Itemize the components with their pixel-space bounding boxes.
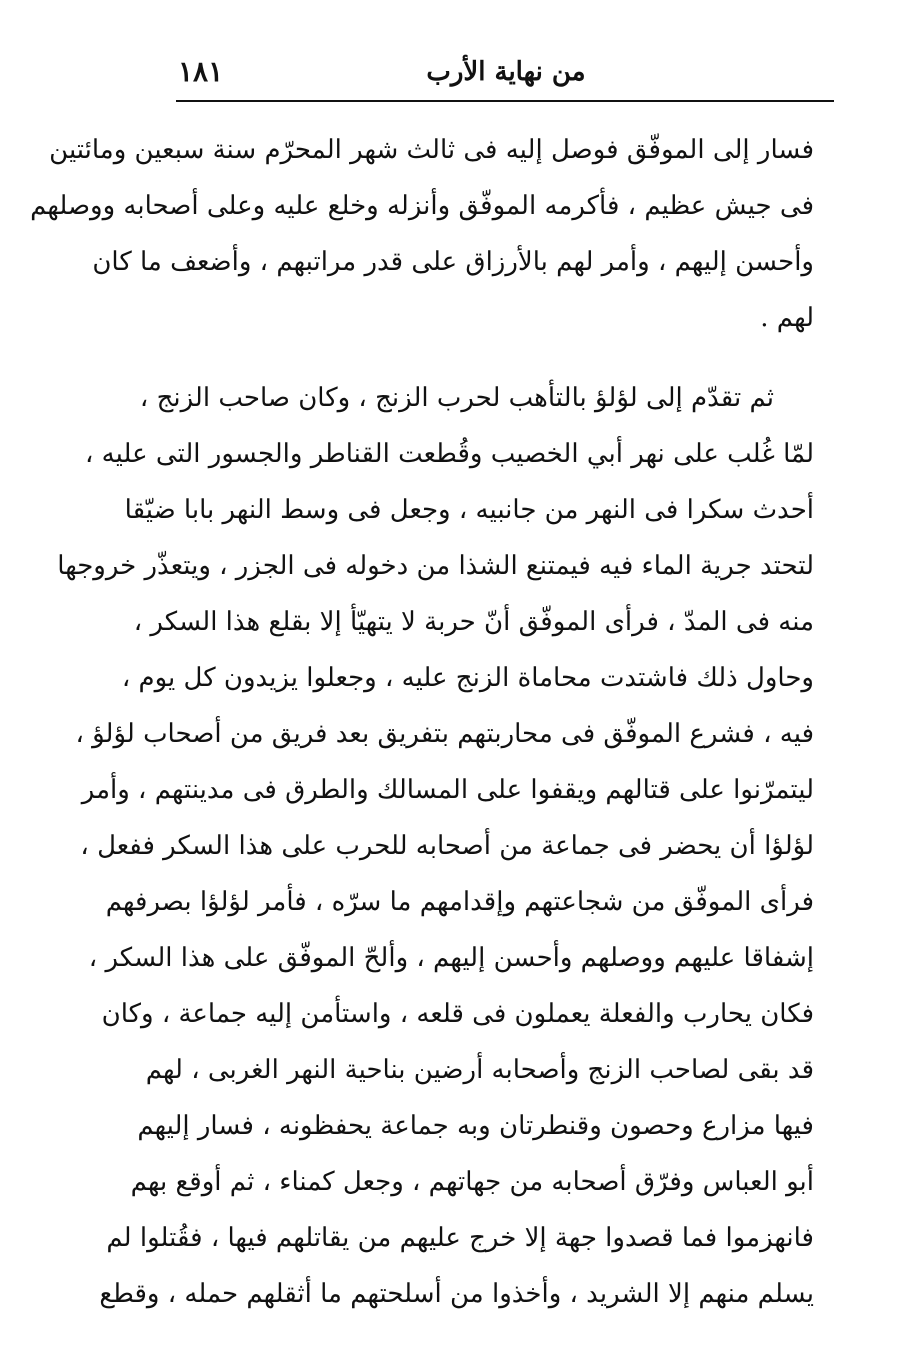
header-rule	[176, 100, 834, 102]
text-line: قد بقى لصاحب الزنج وأصحابه أرضين بناحية النهر الغربى ، لهم	[145, 1055, 814, 1085]
text-line: فرأى الموفّق من شجاعتهم وإقدامهم ما سرّه ، فأمر لؤلؤا بصرفهم	[105, 887, 814, 917]
page-number: ١٨١	[178, 55, 224, 88]
running-title: من نهاية الأرب	[426, 57, 586, 87]
text-line: إشفاقا عليهم ووصلهم وأحسن إليهم ، وألحّ الموفّق على هذا السكر ،	[88, 943, 814, 973]
text-line: لتحتد جرية الماء فيه فيمتنع الشذا من دخوله فى الجزر ، ويتعذّر خروجها	[57, 551, 814, 581]
text-line: فكان يحارب والفعلة يعملون فى قلعه ، واستأمن إليه جماعة ، وكان	[101, 999, 814, 1029]
text-line: وحاول ذلك فاشتدت محاماة الزنج عليه ، وجعلوا يزيدون كل يوم ،	[121, 663, 814, 693]
text-line: لهم .	[760, 303, 814, 333]
text-line: فى جيش عظيم ، فأكرمه الموفّق وأنزله وخلع عليه وعلى أصحابه ووصلهم	[30, 191, 814, 221]
text-line: أبو العباس وفرّق أصحابه من جهاتهم ، وجعل كمناء ، ثم أوقع بهم	[130, 1167, 814, 1197]
text-line: يسلم منهم إلا الشريد ، وأخذوا من أسلحتهم ما أثقلهم حمله ، وقطع	[99, 1279, 814, 1309]
text-line: ثم تقدّم إلى لؤلؤ بالتأهب لحرب الزنج ، وكان صاحب الزنج ،	[139, 383, 774, 413]
text-line: ليتمرّنوا على قتالهم ويقفوا على المسالك والطرق فى مدينتهم ، وأمر	[81, 775, 814, 805]
text-line: فيها مزارع وحصون وقنطرتان وبه جماعة يحفظونه ، فسار إليهم	[137, 1111, 814, 1141]
text-line: لؤلؤا أن يحضر فى جماعة من أصحابه للحرب على هذا السكر ففعل ،	[80, 831, 814, 861]
paragraph-gap	[178, 346, 814, 370]
text-line: أحدث سكرا فى النهر من جانبيه ، وجعل فى وسط النهر بابا ضيّقا	[124, 495, 814, 525]
text-line: فيه ، فشرع الموفّق فى محاربتهم بتفريق بعد فريق من أصحاب لؤلؤ ،	[75, 719, 814, 749]
text-line: فانهزموا فما قصدوا جهة إلا خرج عليهم من يقاتلهم فيها ، فقُتلوا لم	[106, 1223, 814, 1253]
text-line: وأحسن إليهم ، وأمر لهم بالأرزاق على قدر مراتبهم ، وأضعف ما كان	[92, 247, 814, 277]
page-header	[178, 52, 834, 92]
body-text	[30, 122, 814, 1322]
text-line: منه فى المدّ ، فرأى الموفّق أنّ حربة لا يتهيّأ إلا بقلع هذا السكر ،	[133, 607, 814, 637]
text-line: فسار إلى الموفّق فوصل إليه فى ثالث شهر المحرّم سنة سبعين ومائتين	[49, 135, 814, 165]
text-line: لمّا غُلب على نهر أبي الخصيب وقُطعت القناطر والجسور التى عليه ،	[85, 439, 814, 469]
